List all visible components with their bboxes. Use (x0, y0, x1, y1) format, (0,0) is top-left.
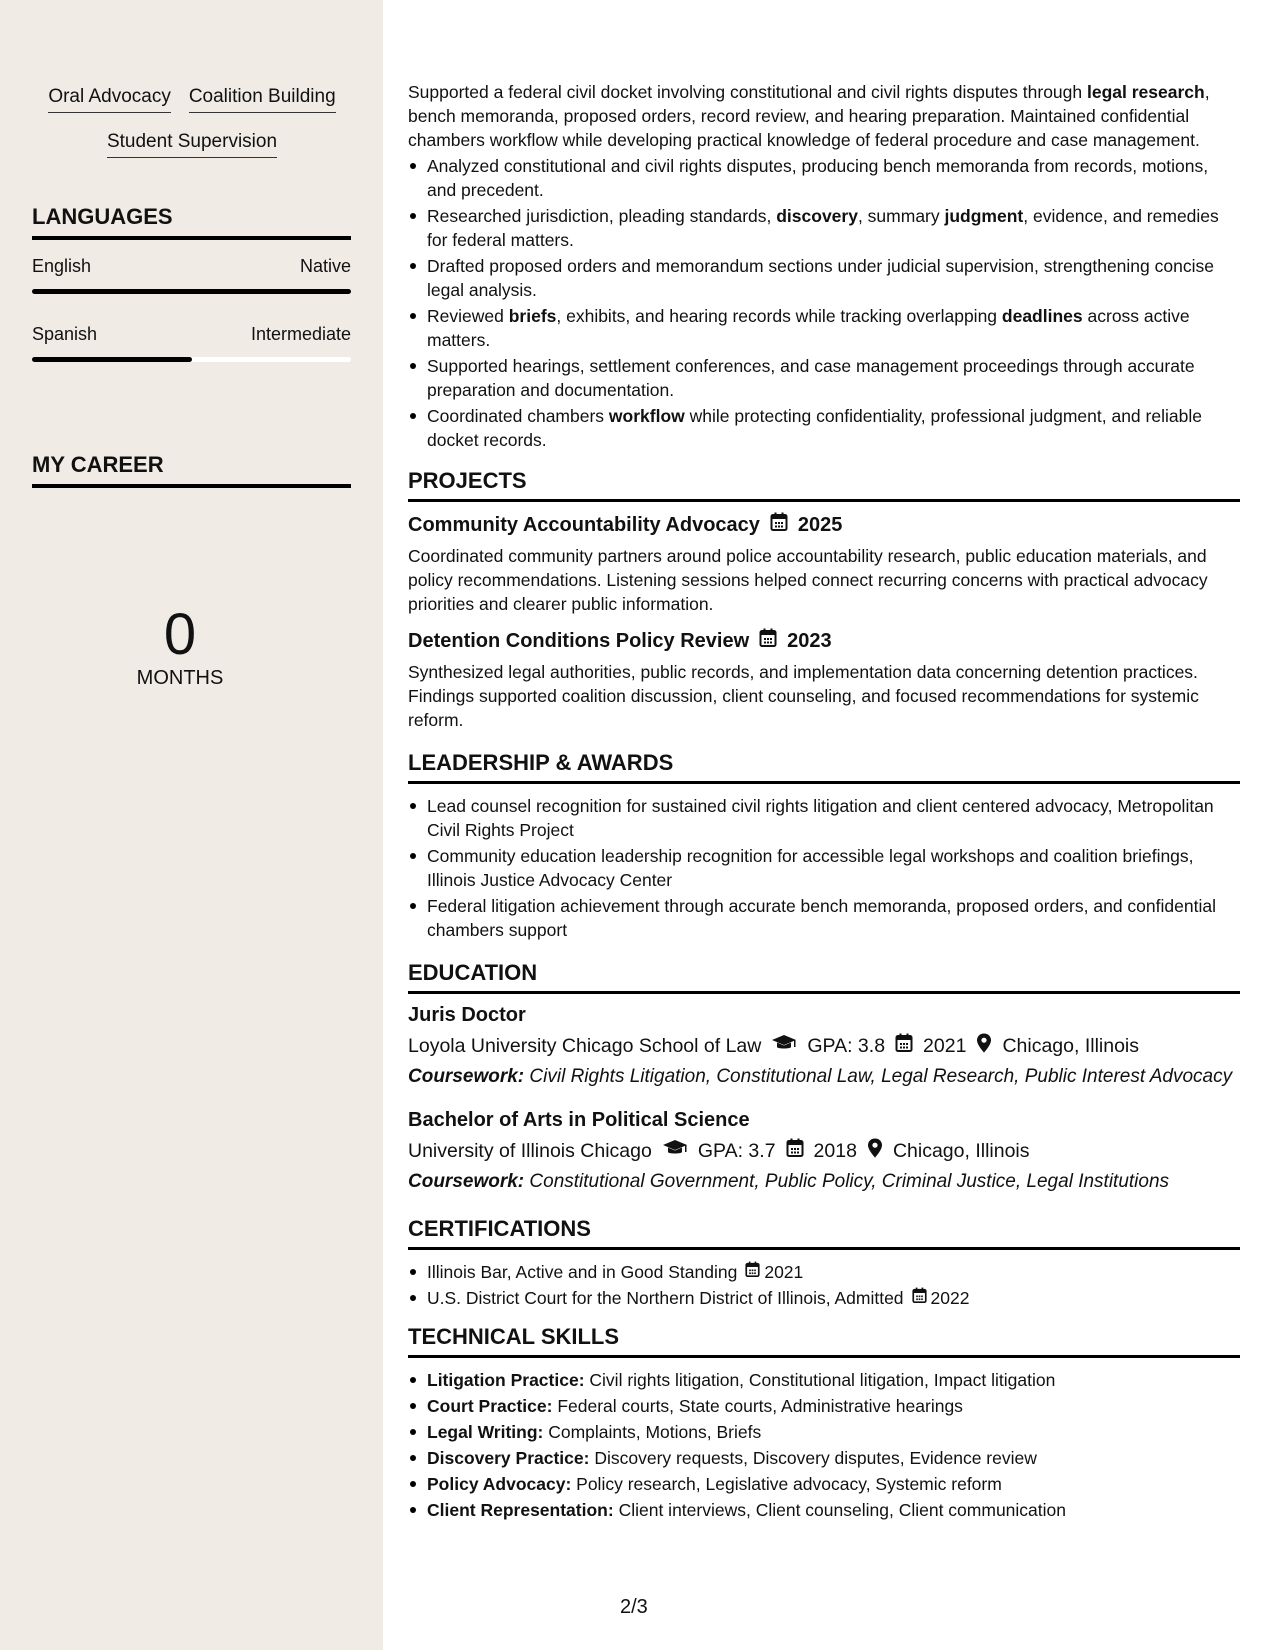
certification-year: 2021 (764, 1262, 804, 1282)
language-row (32, 324, 351, 345)
technical-skill-item (408, 1472, 1240, 1496)
coursework-label: Coursework: (408, 1171, 525, 1192)
graduation-cap-icon (771, 1034, 797, 1058)
languages-heading: LANGUAGES (32, 204, 351, 240)
skill-tags-row (32, 86, 352, 113)
project-title: Community Accountability Advocacy (408, 513, 760, 536)
technical-skills-heading: TECHNICAL SKILLS (408, 1324, 1240, 1358)
experience-bullet: Researched jurisdiction, pleading standards, discovery, summary judgment, evidence, and remedies for federal matters. (408, 204, 1240, 252)
leadership-item: Federal litigation achievement through accurate bench memoranda, proposed orders, and confidential chambers support (408, 894, 1240, 942)
experience-bullets (408, 154, 1240, 452)
technical-skill-label: Legal Writing: (427, 1422, 544, 1442)
language-bar-fill (32, 357, 192, 362)
sidebar (0, 0, 383, 1650)
education-year: 2018 (813, 1139, 857, 1162)
technical-skill-label: Court Practice: (427, 1396, 553, 1416)
calendar-icon (745, 1260, 760, 1284)
technical-skill-value: Policy research, Legislative advocacy, Systemic reform (576, 1474, 1002, 1494)
skill-tag: Student Supervision (107, 131, 277, 158)
project-item (408, 628, 1240, 732)
education-location: Chicago, Illinois (892, 1139, 1030, 1162)
career-value: 0 (163, 602, 197, 667)
education-location: Chicago, Illinois (1002, 1034, 1140, 1057)
language-item (32, 256, 351, 294)
career-section (32, 452, 351, 488)
technical-skill-label: Litigation Practice: (427, 1370, 585, 1390)
education-degree: Juris Doctor (408, 1004, 526, 1026)
skill-tags-row (32, 131, 352, 158)
certification-year: 2022 (930, 1288, 970, 1308)
technical-skill-item (408, 1368, 1240, 1392)
language-name: English (32, 256, 92, 276)
page-number: 2/3 (620, 1596, 648, 1618)
main-content (408, 80, 1240, 1524)
language-item (32, 324, 351, 362)
language-level: Native (299, 256, 351, 276)
technical-skill-item (408, 1394, 1240, 1418)
technical-skill-value: Discovery requests, Discovery disputes, Evidence review (594, 1448, 1037, 1468)
education-year: 2021 (923, 1034, 967, 1057)
experience-bullet: Analyzed constitutional and civil rights disputes, producing bench memoranda from records, motions, and precedent. (408, 154, 1240, 202)
project-title-row (408, 628, 1240, 654)
education-gpa: GPA: 3.7 (697, 1139, 776, 1162)
technical-skill-label: Discovery Practice: (427, 1448, 590, 1468)
certification-line (427, 1260, 803, 1284)
language-level: Intermediate (250, 324, 351, 344)
education-gpa: GPA: 3.8 (807, 1034, 886, 1057)
language-bar (32, 357, 351, 362)
calendar-icon (912, 1286, 927, 1310)
certifications-heading: CERTIFICATIONS (408, 1216, 1240, 1250)
experience-summary: Supported a federal civil docket involving constitutional and civil rights disputes through legal research, bench memoranda, proposed orders, record review, and hearing preparation. Maintained confidential chambers workflow while developing practical knowledge of federal procedure and case management. (408, 82, 1210, 150)
technical-skill-item (408, 1498, 1240, 1522)
education-coursework (408, 1065, 1240, 1089)
skill-tags (32, 86, 352, 176)
education-school: University of Illinois Chicago (408, 1139, 652, 1162)
education-school: Loyola University Chicago School of Law (408, 1034, 762, 1057)
experience-bullet: Supported hearings, settlement conferences, and case management proceedings through accurate preparation and documentation. (408, 354, 1240, 402)
technical-skill-label: Policy Advocacy: (427, 1474, 572, 1494)
language-name: Spanish (32, 324, 98, 344)
calendar-icon (759, 628, 777, 654)
project-item (408, 512, 1240, 616)
project-title: Detention Conditions Policy Review (408, 629, 750, 652)
project-description: Coordinated community partners around police accountability research, public education materials, and policy recommendations. Listening sessions helped connect recurring concerns with practical advocacy priorities and clearer public information. (408, 546, 1208, 614)
map-pin-icon (867, 1138, 883, 1164)
technical-skill-value: Complaints, Motions, Briefs (548, 1422, 762, 1442)
coursework-label: Coursework: (408, 1066, 525, 1087)
education-item (408, 1004, 1240, 1089)
certification-name: U.S. District Court for the Northern District of Illinois, Admitted (427, 1288, 904, 1308)
education-item (408, 1109, 1240, 1194)
education-heading: EDUCATION (408, 960, 1240, 994)
career-heading: MY CAREER (32, 452, 351, 488)
language-bar-fill (32, 289, 351, 294)
project-title-row (408, 512, 1240, 538)
languages-section (32, 204, 351, 362)
calendar-icon (770, 512, 788, 538)
career-count (80, 603, 280, 690)
coursework-list: Constitutional Government, Public Policy, Criminal Justice, Legal Institutions (529, 1171, 1170, 1192)
career-unit: MONTHS (136, 667, 224, 689)
education-coursework (408, 1170, 1240, 1194)
experience-bullet: Drafted proposed orders and memorandum sections under judicial supervision, strengthening concise legal analysis. (408, 254, 1240, 302)
calendar-icon (895, 1033, 913, 1059)
technical-skill-value: Civil rights litigation, Constitutional litigation, Impact litigation (589, 1370, 1056, 1390)
certification-line (427, 1286, 969, 1310)
project-year: 2025 (797, 513, 843, 536)
leadership-item: Lead counsel recognition for sustained civil rights litigation and client centered advocacy, Metropolitan Civil Rights Project (408, 794, 1240, 842)
technical-skill-item (408, 1420, 1240, 1444)
technical-skill-value: Client interviews, Client counseling, Client communication (618, 1500, 1066, 1520)
project-description: Synthesized legal authorities, public records, and implementation data concerning detention practices. Findings supported coalition discussion, client counseling, and focused recommendations for systemic reform. (408, 662, 1199, 730)
technical-skill-label: Client Representation: (427, 1500, 614, 1520)
experience-bullet: Coordinated chambers workflow while protecting confidentiality, professional judgment, and reliable docket records. (408, 404, 1240, 452)
map-pin-icon (976, 1033, 992, 1059)
education-meta (408, 1033, 1240, 1059)
technical-skill-item (408, 1446, 1240, 1470)
certification-item (408, 1286, 1240, 1310)
leadership-heading: LEADERSHIP & AWARDS (408, 750, 1240, 784)
project-year: 2023 (787, 629, 832, 652)
leadership-bullets (408, 794, 1240, 942)
certifications-list (408, 1260, 1240, 1310)
skill-tag: Coalition Building (189, 86, 336, 113)
leadership-item: Community education leadership recognition for accessible legal workshops and coalition briefings, Illinois Justice Advocacy Center (408, 844, 1240, 892)
education-degree: Bachelor of Arts in Political Science (408, 1109, 750, 1131)
language-row (32, 256, 351, 277)
education-meta (408, 1138, 1240, 1164)
technical-skills-list (408, 1368, 1240, 1522)
coursework-list: Civil Rights Litigation, Constitutional Law, Legal Research, Public Interest Advocacy (529, 1066, 1233, 1087)
certification-item (408, 1260, 1240, 1284)
language-bar (32, 289, 351, 294)
certification-name: Illinois Bar, Active and in Good Standing (427, 1262, 738, 1282)
experience-bullet: Reviewed briefs, exhibits, and hearing records while tracking overlapping deadlines across active matters. (408, 304, 1240, 352)
projects-heading: PROJECTS (408, 468, 1240, 502)
skill-tag: Oral Advocacy (48, 86, 171, 113)
technical-skill-value: Federal courts, State courts, Administrative hearings (557, 1396, 963, 1416)
graduation-cap-icon (662, 1139, 688, 1163)
calendar-icon (786, 1138, 804, 1164)
